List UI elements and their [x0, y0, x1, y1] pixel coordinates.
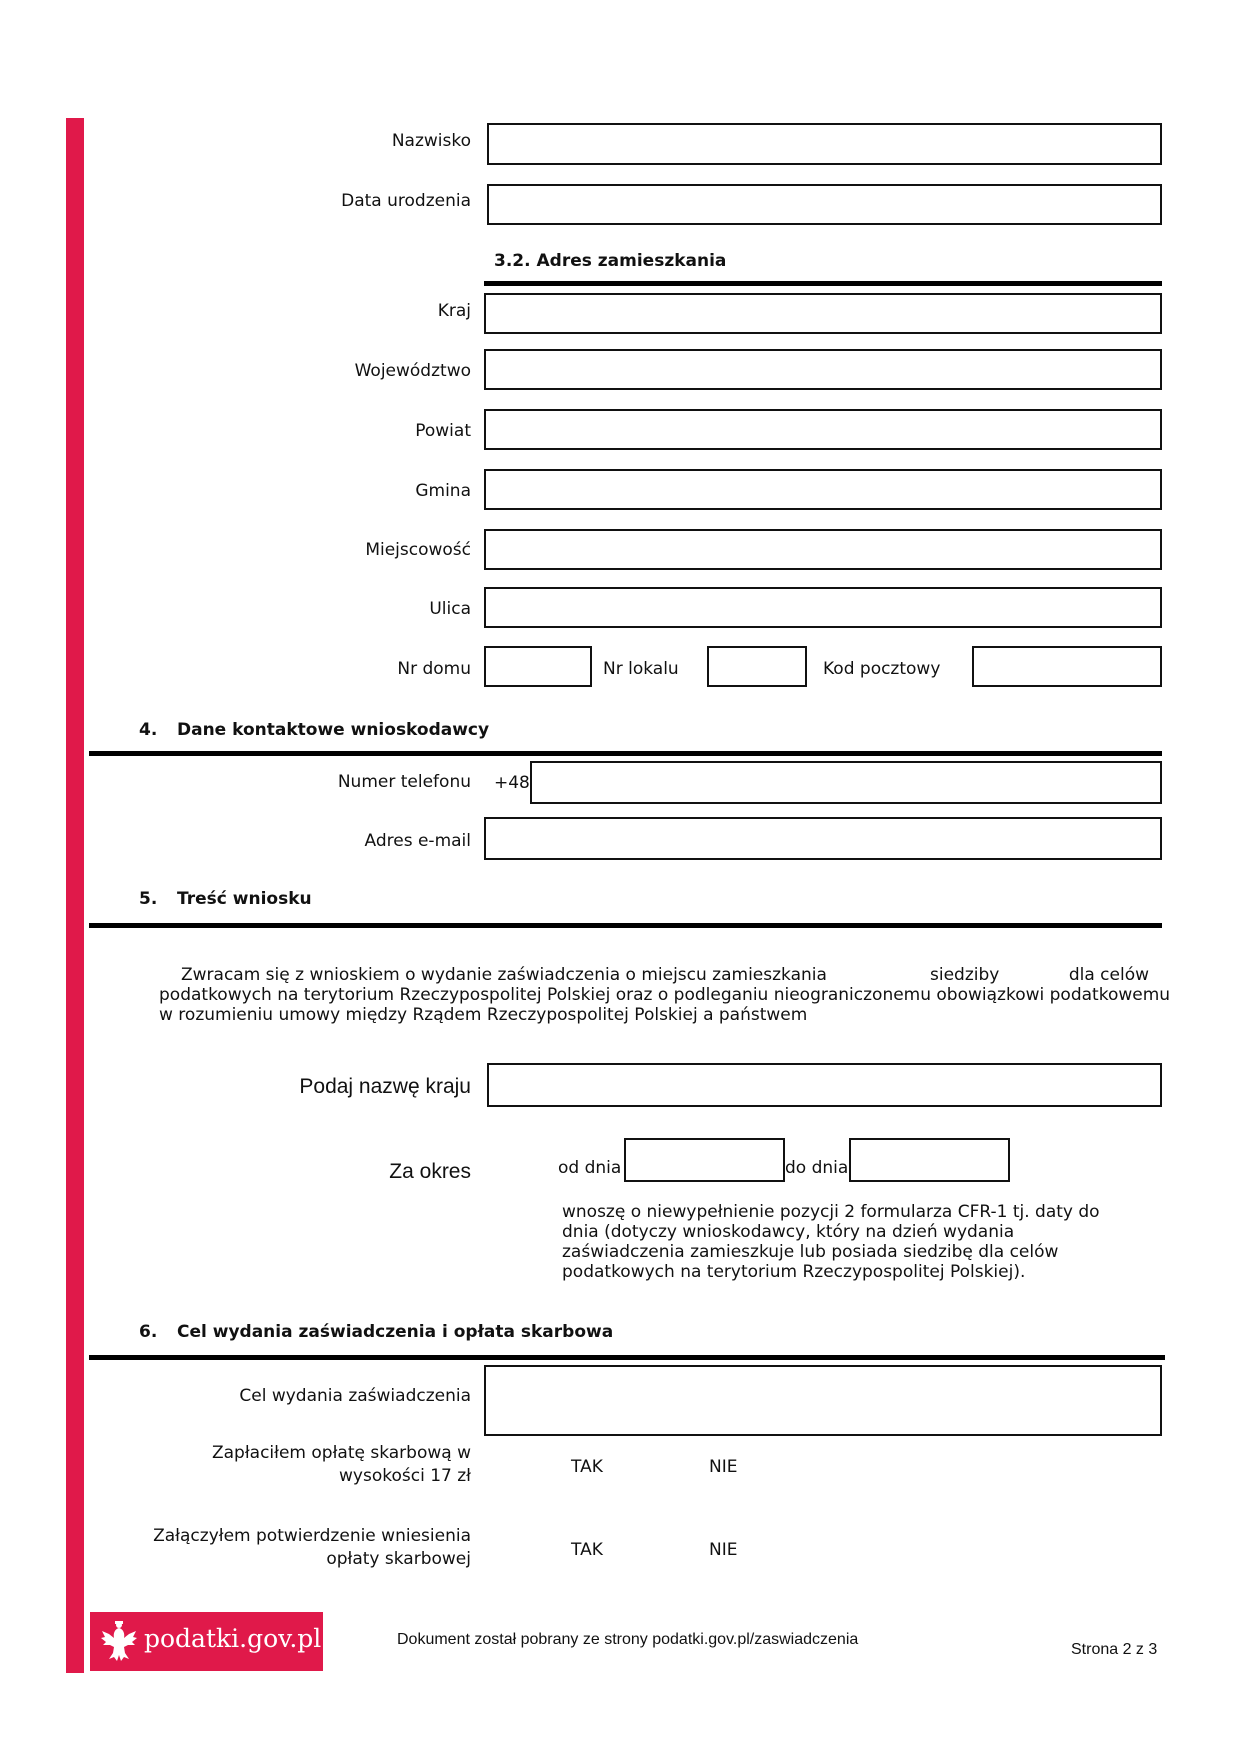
label-kod-pocztowy: Kod pocztowy	[823, 659, 941, 679]
kraj-field[interactable]	[484, 293, 1162, 334]
label-zalaczylem-line2: opłaty skarbowej	[326, 1549, 471, 1569]
nr-lokalu-field[interactable]	[707, 646, 807, 687]
section-3-2-rule	[484, 281, 1162, 286]
label-miejscowosc: Miejscowość	[365, 540, 471, 560]
eagle-emblem-icon	[99, 1619, 139, 1665]
kod-pocztowy-field[interactable]	[972, 646, 1162, 687]
request-text	[159, 965, 1171, 1025]
request-line1-a: Zwracam się z wnioskiem o wydanie zaświadczenia o miejscu zamieszkania	[181, 965, 827, 985]
cfr-note-line3: zaświadczenia zamieszkuje lub posiada siedzibę dla celów	[562, 1242, 1059, 1262]
label-kraj: Kraj	[437, 301, 471, 321]
label-do-dnia: do dnia	[785, 1158, 849, 1178]
ulica-field[interactable]	[484, 587, 1162, 628]
gmina-field[interactable]	[484, 469, 1162, 510]
section-4-number: 4.	[139, 720, 158, 740]
label-adres-email: Adres e-mail	[364, 831, 471, 851]
label-za-okres: Za okres	[389, 1160, 471, 1183]
powiat-field[interactable]	[484, 409, 1162, 450]
section-6-label: Cel wydania zaświadczenia i opłata skarbowa	[177, 1322, 614, 1342]
request-line1-b: siedziby	[930, 965, 1000, 985]
logo-text: podatki.gov.pl	[144, 1624, 322, 1653]
section-5-number: 5.	[139, 889, 158, 909]
section-6-number: 6.	[139, 1322, 158, 1342]
section-4-label: Dane kontaktowe wnioskodawcy	[177, 720, 490, 740]
label-podaj-kraj: Podaj nazwę kraju	[299, 1075, 471, 1098]
do-dnia-field[interactable]	[849, 1138, 1010, 1182]
page-number: Strona 2 z 3	[1071, 1641, 1158, 1658]
section-5-title	[139, 889, 312, 909]
telefon-field[interactable]	[530, 761, 1162, 804]
kraj-umowy-field[interactable]	[487, 1063, 1162, 1107]
label-zaplacilem-line2: wysokości 17 zł	[339, 1466, 471, 1486]
label-data-urodzenia: Data urodzenia	[341, 191, 471, 211]
phone-prefix: +48	[494, 773, 530, 793]
email-field[interactable]	[484, 817, 1162, 860]
request-line2: podatkowych na terytorium Rzeczypospolitej Polskiej oraz o podleganiu nieograniczonemu obowiązkowi podatkowemu	[159, 985, 1171, 1005]
label-zaplacilem-line1: Zapłaciłem opłatę skarbową w	[211, 1443, 471, 1463]
request-line1-c: dla celów	[1068, 965, 1149, 985]
zalaczylem-nie-option[interactable]: NIE	[709, 1540, 738, 1560]
cel-wydania-field[interactable]	[484, 1365, 1162, 1436]
nr-domu-field[interactable]	[484, 646, 592, 687]
label-nr-domu: Nr domu	[397, 659, 471, 679]
od-dnia-field[interactable]	[624, 1138, 785, 1182]
cfr-note	[562, 1202, 1122, 1282]
label-numer-telefonu: Numer telefonu	[337, 772, 471, 792]
section-4-rule	[89, 751, 1162, 756]
zaplacilem-nie-option[interactable]: NIE	[709, 1457, 738, 1477]
label-zalaczylem-line1: Załączyłem potwierdzenie wniesienia	[153, 1526, 471, 1546]
data-urodzenia-field[interactable]	[487, 184, 1162, 225]
section-5-label: Treść wniosku	[177, 889, 312, 909]
section-3-2-title: 3.2. Adres zamieszkania	[494, 251, 727, 271]
cfr-note-line4: podatkowych na terytorium Rzeczypospolitej Polskiej).	[562, 1262, 1026, 1282]
section-4-title	[139, 720, 489, 740]
section-6-rule	[89, 1355, 1165, 1360]
label-wojewodztwo: Województwo	[354, 361, 471, 381]
left-accent-bar	[66, 118, 84, 1673]
zalaczylem-tak-option[interactable]: TAK	[571, 1540, 603, 1560]
label-nazwisko: Nazwisko	[391, 131, 471, 151]
footer-source-note: Dokument został pobrany ze strony podatki.gov.pl/zaswiadczenia	[397, 1631, 859, 1648]
nazwisko-field[interactable]	[487, 123, 1162, 165]
section-6-title	[139, 1322, 613, 1342]
label-gmina: Gmina	[415, 481, 471, 501]
cfr-note-line2: dnia (dotyczy wnioskodawcy, który na dzień wydania	[562, 1222, 1015, 1242]
label-cel-wydania: Cel wydania zaświadczenia	[239, 1386, 471, 1406]
label-od-dnia: od dnia	[558, 1158, 622, 1178]
podatki-logo[interactable]	[90, 1612, 323, 1671]
label-ulica: Ulica	[429, 599, 471, 619]
label-powiat: Powiat	[415, 421, 471, 441]
miejscowosc-field[interactable]	[484, 529, 1162, 570]
wojewodztwo-field[interactable]	[484, 349, 1162, 390]
zaplacilem-tak-option[interactable]: TAK	[571, 1457, 603, 1477]
request-line3: w rozumieniu umowy między Rządem Rzeczypospolitej Polskiej a państwem	[159, 1005, 808, 1025]
section-5-rule	[89, 923, 1162, 928]
label-nr-lokalu: Nr lokalu	[603, 659, 679, 679]
cfr-note-line1: wnoszę o niewypełnienie pozycji 2 formularza CFR-1 tj. daty do	[562, 1202, 1100, 1222]
